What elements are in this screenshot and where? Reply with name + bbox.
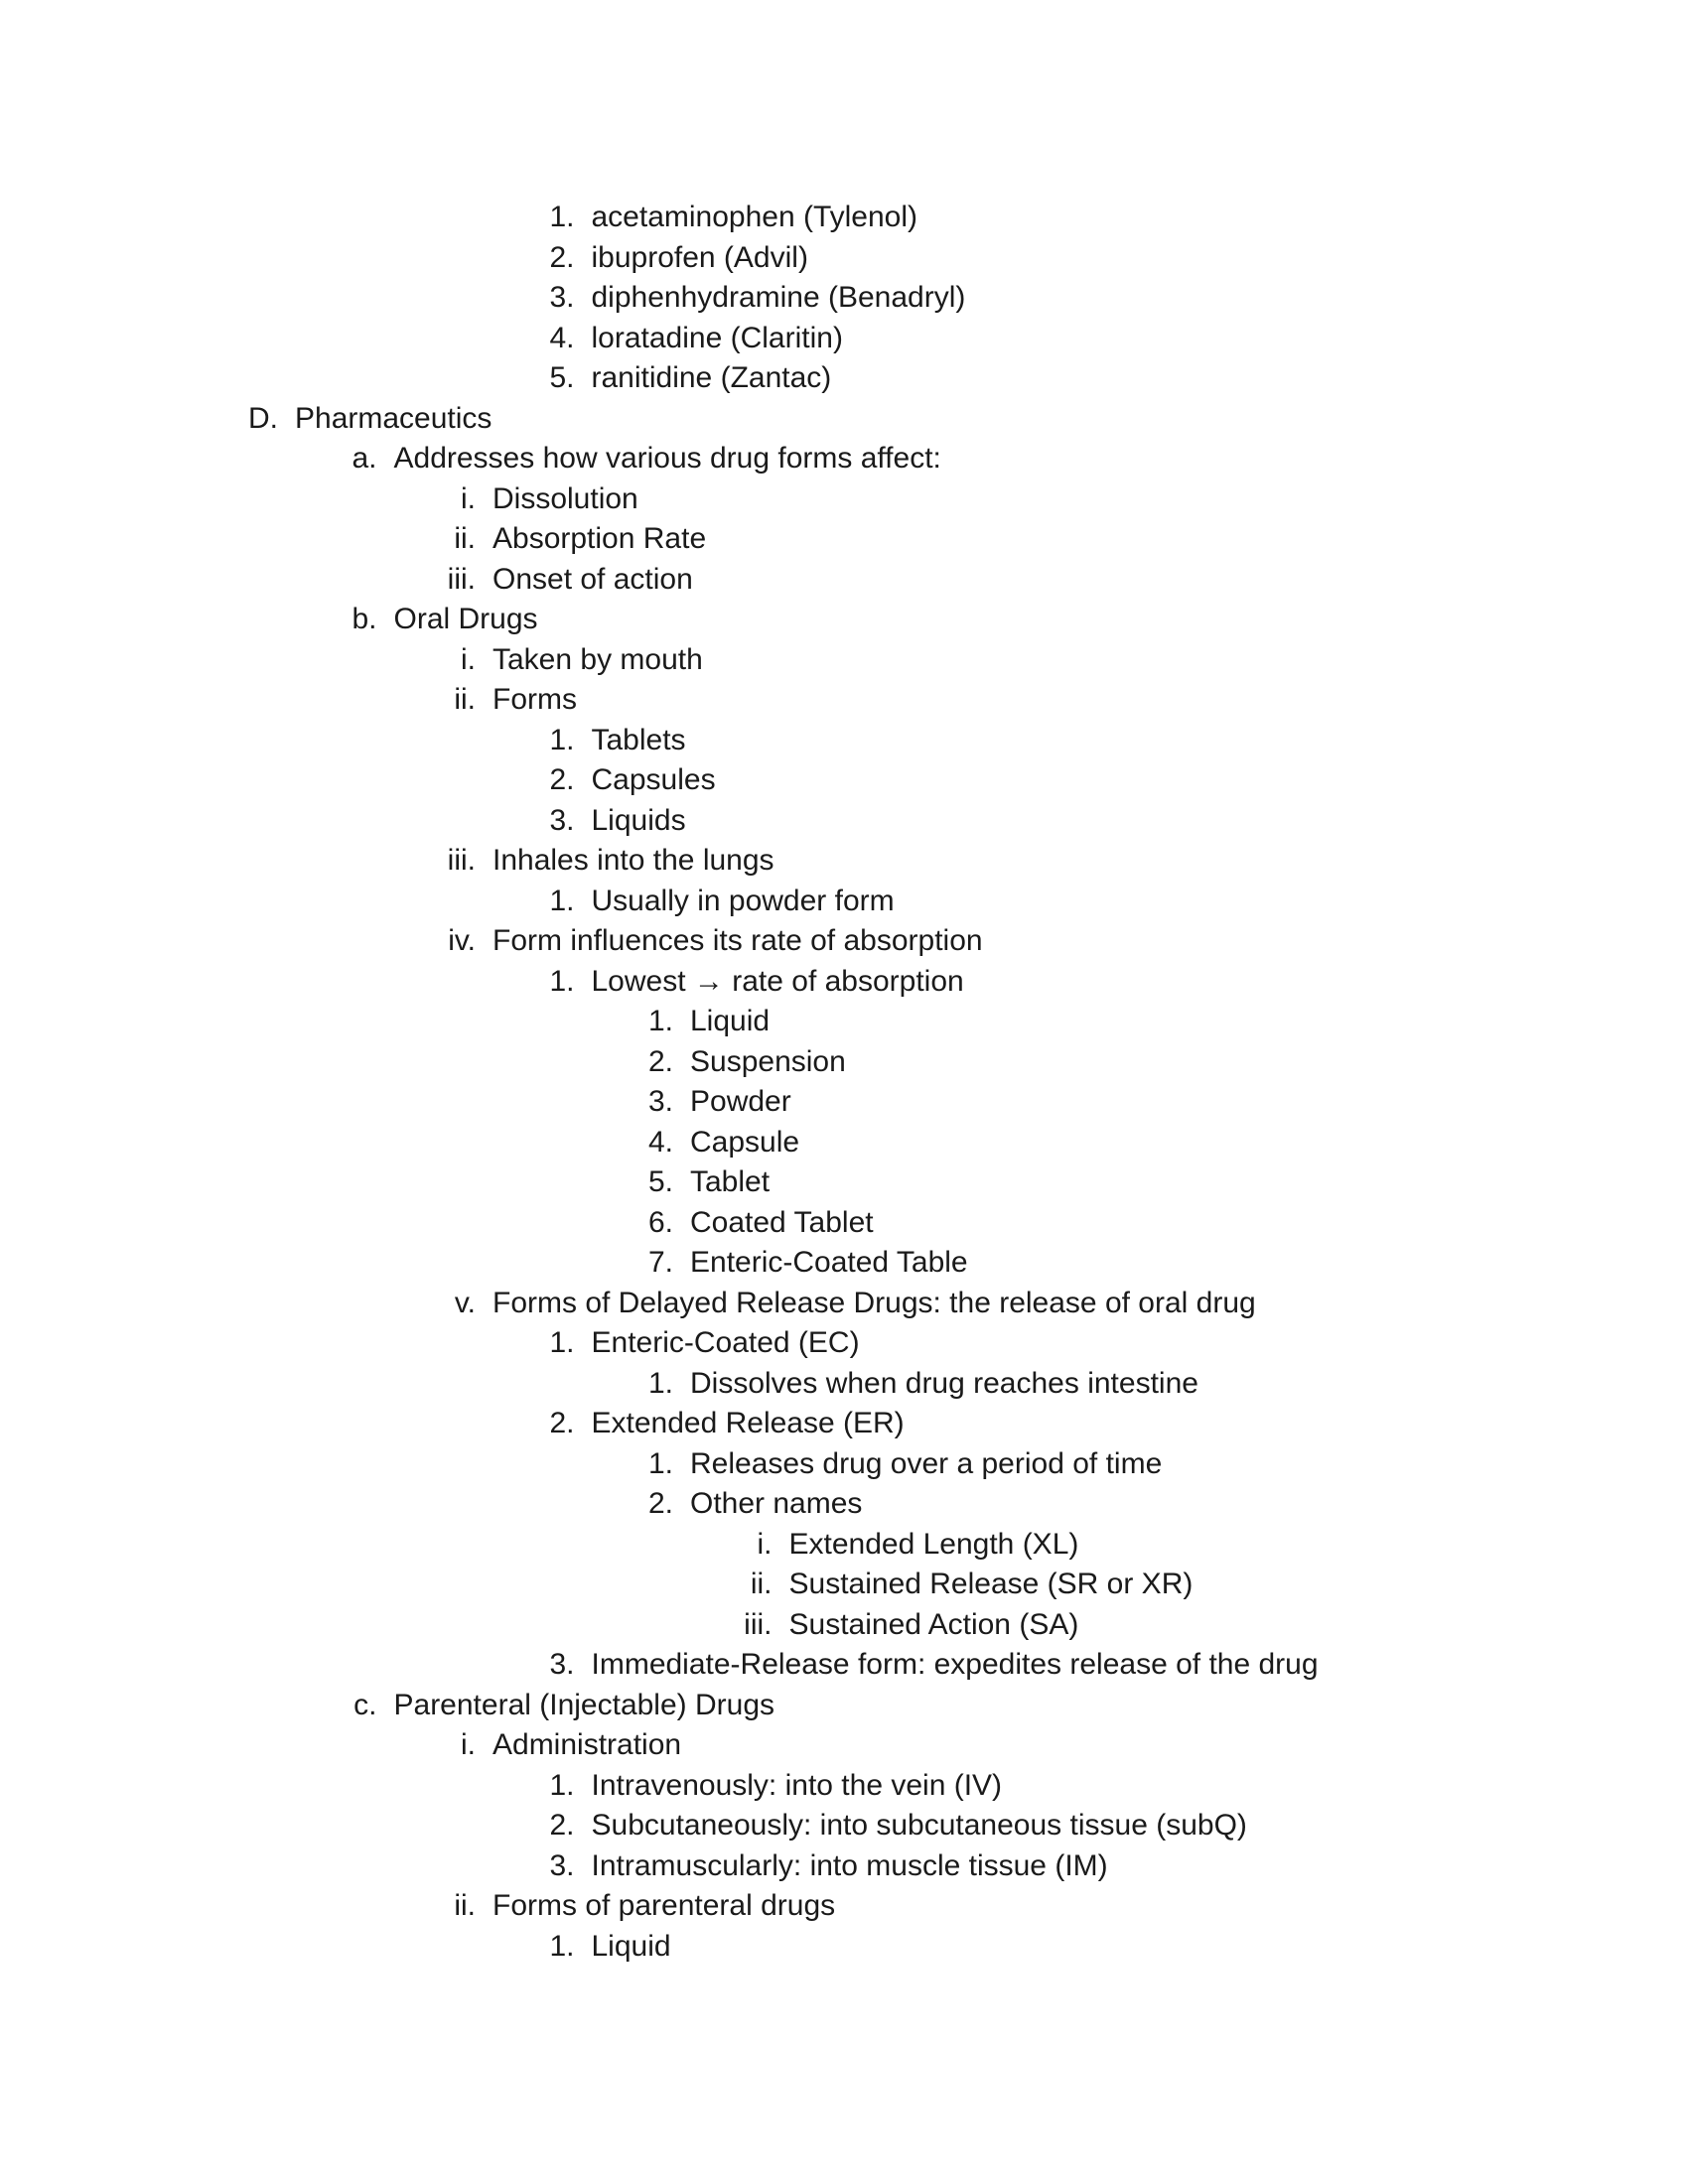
list-marker: 1. <box>549 884 575 917</box>
list-item-text: Tablet <box>690 1165 771 1198</box>
list-item-text: Lowest → rate of absorption <box>591 964 964 998</box>
list-item-text: Immediate-Release form: expedites release of the drug <box>591 1648 1319 1681</box>
list-item-text: Taken by mouth <box>492 642 703 676</box>
outline-item <box>0 1002 1688 1042</box>
list-item-text: loratadine (Claritin) <box>591 321 843 354</box>
list-item-text: Enteric-Coated (EC) <box>591 1326 860 1359</box>
list-marker: 7. <box>647 1246 673 1279</box>
list-marker: 2. <box>549 1407 575 1439</box>
outline-item <box>0 319 1688 359</box>
list-item-text: Intravenously: into the vein (IV) <box>591 1768 1003 1802</box>
list-marker: 6. <box>647 1205 673 1239</box>
list-item-text: Extended Length (XL) <box>788 1527 1079 1561</box>
list-item-text: Subcutaneously: into subcutaneous tissue (subQ) <box>591 1809 1247 1842</box>
list-item-text: Administration <box>492 1728 682 1761</box>
list-marker: 3. <box>549 281 575 314</box>
outline-item <box>0 1886 1688 1927</box>
outline-item <box>0 238 1688 279</box>
list-marker: 2. <box>647 1487 673 1520</box>
outline-item <box>0 1725 1688 1766</box>
list-marker: b. <box>352 603 377 635</box>
list-marker: 1. <box>549 723 575 756</box>
list-marker: iv. <box>448 924 476 957</box>
outline-item <box>0 1766 1688 1807</box>
list-marker: 2. <box>549 763 575 796</box>
list-item-text: Other names <box>690 1487 863 1520</box>
list-item-text: Enteric-Coated Table <box>690 1246 968 1279</box>
outline-item <box>0 1525 1688 1566</box>
outline-item <box>0 439 1688 479</box>
outline-item <box>0 1444 1688 1485</box>
list-marker: 5. <box>549 361 575 394</box>
list-marker: D. <box>248 401 278 435</box>
list-marker: c. <box>353 1688 377 1721</box>
list-marker: 4. <box>549 321 575 354</box>
outline-item <box>0 1686 1688 1726</box>
list-item-text: Forms of parenteral drugs <box>492 1889 836 1922</box>
list-item-text: Oral Drugs <box>393 603 538 635</box>
list-marker: 1. <box>647 1366 673 1400</box>
list-item-text: Extended Release (ER) <box>591 1407 905 1439</box>
list-item-text: Capsule <box>690 1125 800 1159</box>
outline-item <box>0 1404 1688 1444</box>
list-item-text: Dissolution <box>492 481 638 515</box>
list-marker: i. <box>461 1728 476 1761</box>
list-marker: 1. <box>647 1005 673 1037</box>
list-item-text: Liquids <box>591 803 686 837</box>
list-marker: 2. <box>549 240 575 274</box>
list-marker: ii. <box>454 1889 476 1922</box>
list-marker: 1. <box>549 1929 575 1963</box>
list-item-text: Forms of Delayed Release Drugs: the release of oral drug <box>492 1286 1256 1319</box>
outline-item <box>0 1284 1688 1324</box>
outline-item <box>0 760 1688 801</box>
list-marker: i. <box>757 1527 773 1561</box>
outline-item <box>0 1846 1688 1887</box>
outline-item <box>0 1645 1688 1686</box>
list-item-text: Suspension <box>690 1044 846 1078</box>
list-item-text: Coated Tablet <box>690 1205 874 1239</box>
list-item-text: Dissolves when drug reaches intestine <box>690 1366 1198 1400</box>
outline-item <box>0 1042 1688 1083</box>
list-marker: i. <box>461 642 476 676</box>
outline-item <box>0 921 1688 962</box>
outline-item <box>0 519 1688 560</box>
list-item-text: Sustained Action (SA) <box>788 1607 1079 1641</box>
outline-item <box>0 358 1688 399</box>
list-item-text: Intramuscularly: into muscle tissue (IM) <box>591 1848 1108 1882</box>
outline-item <box>0 198 1688 238</box>
list-marker: 1. <box>549 964 575 998</box>
outline-item <box>0 1162 1688 1203</box>
outline-item <box>0 1605 1688 1646</box>
outline-item <box>0 1243 1688 1284</box>
list-marker: iii. <box>744 1607 773 1641</box>
list-marker: 1. <box>549 1768 575 1802</box>
outline-item <box>0 680 1688 721</box>
list-item-text: Form influences its rate of absorption <box>492 924 983 957</box>
list-marker: ii. <box>454 522 476 555</box>
list-marker: ii. <box>454 683 476 716</box>
list-item-text: Pharmaceutics <box>295 401 492 435</box>
list-marker: 5. <box>647 1165 673 1198</box>
outline-item <box>0 721 1688 761</box>
list-item-text: Addresses how various drug forms affect: <box>393 442 941 475</box>
list-item-text: Onset of action <box>492 562 693 596</box>
list-item-text: ibuprofen (Advil) <box>591 240 808 274</box>
list-marker: i. <box>461 481 476 515</box>
list-marker: a. <box>352 442 377 475</box>
list-item-text: Powder <box>690 1085 791 1118</box>
list-item-text: acetaminophen (Tylenol) <box>591 201 918 233</box>
list-marker: 3. <box>549 1648 575 1681</box>
outline-item <box>0 841 1688 882</box>
outline-item <box>0 278 1688 319</box>
list-marker: ii. <box>750 1568 773 1600</box>
outline-item <box>0 399 1688 440</box>
outline-item <box>0 962 1688 1003</box>
list-item-text: Absorption Rate <box>492 522 707 555</box>
list-marker: 1. <box>549 201 575 233</box>
outline-item <box>0 600 1688 640</box>
outline-item <box>0 1364 1688 1405</box>
list-marker: 2. <box>647 1044 673 1078</box>
list-item-text: Sustained Release (SR or XR) <box>788 1568 1194 1600</box>
outline-item <box>0 1082 1688 1123</box>
outline-item <box>0 1123 1688 1163</box>
outline-item <box>0 640 1688 681</box>
list-item-text: Tablets <box>591 723 686 756</box>
list-item-text: Forms <box>492 683 577 716</box>
list-marker: 3. <box>647 1085 673 1118</box>
outline-item <box>0 479 1688 520</box>
list-item-text: Inhales into the lungs <box>492 844 774 877</box>
list-marker: iii. <box>447 844 476 877</box>
list-marker: iii. <box>447 562 476 596</box>
list-marker: 3. <box>549 803 575 837</box>
list-marker: v. <box>454 1286 476 1319</box>
list-marker: 1. <box>647 1446 673 1480</box>
list-item-text: Liquid <box>591 1929 671 1963</box>
list-marker: 4. <box>647 1125 673 1159</box>
list-item-text: diphenhydramine (Benadryl) <box>591 281 966 314</box>
outline-item <box>0 1565 1688 1605</box>
outline-item <box>0 801 1688 842</box>
list-marker: 1. <box>549 1326 575 1359</box>
list-item-text: Releases drug over a period of time <box>690 1446 1163 1480</box>
list-marker: 2. <box>549 1809 575 1842</box>
outline-item <box>0 1806 1688 1846</box>
outline-item <box>0 1323 1688 1364</box>
list-marker: 3. <box>549 1848 575 1882</box>
list-item-text: ranitidine (Zantac) <box>591 361 832 394</box>
outline-item <box>0 1484 1688 1525</box>
list-item-text: Capsules <box>591 763 716 796</box>
outline-item <box>0 1203 1688 1244</box>
outline-item <box>0 1927 1688 1968</box>
list-item-text: Usually in powder form <box>591 884 895 917</box>
list-item-text: Liquid <box>690 1005 771 1037</box>
outline-item <box>0 560 1688 601</box>
outline-item <box>0 882 1688 922</box>
list-item-text: Parenteral (Injectable) Drugs <box>393 1688 775 1721</box>
